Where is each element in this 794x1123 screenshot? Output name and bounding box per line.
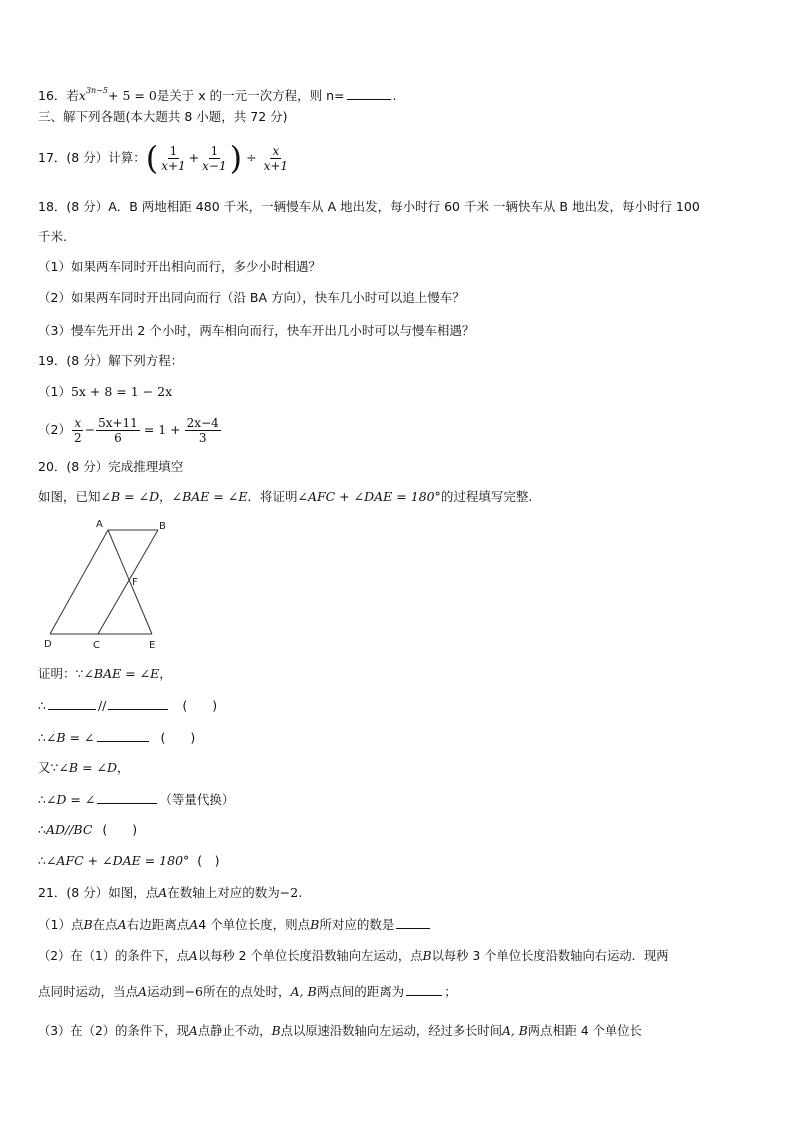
q20-step-7: ∴∠AFC + ∠DAE = 180° ( ) (38, 853, 220, 868)
q19-equation-1: 5x + 8 = 1 − 2x (70, 384, 173, 399)
q20-geometry-figure (40, 515, 170, 655)
question-18-line-1: 18．(8 分）A．B 两地相距 480 千米，一辆慢车从 A 地出发，每小时行 60 千米 一辆快车从 B 地出发，每小时行 100 (38, 199, 700, 214)
question-17 (38, 136, 291, 180)
q19-fraction-3: $\frac{2x-4}{3}$ (186, 415, 219, 445)
q17-divide: ÷ (246, 150, 257, 165)
question-19-part-1: （1）5x + 8 = 1 − 2x (38, 384, 173, 399)
question-21-part-3: （3）在（2）的条件下，现A点静止不动，B点以原速沿数轴向左运动，经过多长时间A, B两点相距 4 个单位长 (38, 1024, 642, 1038)
q20-step-3-reason: ( ) (160, 730, 196, 745)
question-18-part-1: （1）如果两车同时开出相向而行，多少小时相遇？ (38, 259, 321, 274)
q20-step-2-blank-2[interactable] (108, 696, 168, 710)
question-20-intro: 如图，已知∠B = ∠D，∠BAE = ∠E．将证明∠AFC + ∠DAE = 180°的过程填写完整. (38, 489, 533, 504)
q20-step-6: ∴AD//BC ( ) (38, 822, 138, 837)
q20-step-4: 又∵∠B = ∠D， (38, 760, 130, 775)
q17-prefix: 17．(8 分）计算： (38, 150, 146, 165)
segment-BC (98, 530, 158, 634)
label-A: A (96, 519, 103, 530)
q16-answer-blank[interactable] (347, 86, 391, 100)
question-16 (38, 82, 397, 105)
question-18-part-3: （3）慢车先开出 2 个小时，两车相向而行，快车开出几小时可以与慢车相遇？ (38, 323, 475, 338)
question-21-part-2-line-1: （2）在（1）的条件下，点A以每秒 2 个单位长度沿数轴向左运动，点B以每秒 3 个单位长度沿数轴向右运动．现两 (38, 949, 669, 963)
q16-prefix: 16．若 (38, 88, 79, 103)
q20-step-1: 证明：∵∠BAE = ∠E， (38, 666, 172, 681)
question-21-part-2-line-2: 点同时运动，当点A运动到−6所在的点处时，A, B两点间的距离为 ； (38, 984, 457, 999)
q17-fraction-1: $\frac{1}{x+1}$ (161, 143, 186, 173)
q16-end: . (392, 88, 397, 103)
q17-left-paren: ( (145, 139, 159, 177)
label-C: C (93, 640, 100, 651)
q16-x: x (78, 88, 86, 103)
segment-AE (108, 530, 152, 634)
question-20-title: 20．(8 分）完成推理填空 (38, 459, 184, 474)
q20-step-2-blank-1[interactable] (48, 696, 96, 710)
q20-step-2: ∴ // ( ) (38, 698, 218, 713)
question-19-part-2: （2） $\frac{x}{2}$ − $\frac{5x+11}{6}$ = 1 + $\frac{2x-4}{3}$ (38, 415, 219, 445)
q19-fraction-2: $\frac{5x+11}{6}$ (98, 415, 138, 445)
question-21-title: 21．(8 分）如图，点A在数轴上对应的数为−2. (38, 885, 303, 900)
q21-part-1-blank[interactable] (396, 915, 430, 929)
q16-text: 是关于 x 的一元一次方程，则 n= (156, 88, 345, 103)
question-18-line-2: 千米. (38, 229, 67, 244)
q20-step-7-reason: ( ) (197, 853, 220, 868)
q17-fraction-2: $\frac{1}{x-1}$ (202, 143, 227, 173)
question-18-part-2: （2）如果两车同时开出同向而行（沿 BA 方向），快车几小时可以追上慢车？ (38, 290, 465, 305)
label-D: D (44, 639, 52, 650)
label-B: B (159, 521, 166, 532)
q20-step-5-blank[interactable] (97, 790, 157, 804)
q20-step-3: ∴∠B = ∠ ( ) (38, 730, 196, 745)
q19-fraction-1: $\frac{x}{2}$ (73, 415, 82, 445)
q20-step-5-reason: （等量代换） (159, 792, 235, 807)
q20-step-6-reason: ( ) (102, 822, 138, 837)
q17-plus: + (188, 150, 200, 165)
q17-fraction-3: $\frac{x}{x+1}$ (263, 143, 289, 173)
q20-step-5: ∴∠D = ∠ （等量代换） (38, 792, 235, 807)
question-19-title: 19．(8 分）解下列方程： (38, 353, 184, 368)
q16-exponent: 3n−5 (85, 86, 109, 95)
section-3-heading: 三、解下列各题(本大题共 8 小题，共 72 分) (38, 109, 288, 124)
q20-step-2-reason: ( ) (182, 698, 218, 713)
question-21-part-1: （1）点B在点A右边距离点A4 个单位长度，则点B所对应的数是 (38, 915, 432, 934)
q17-right-paren: ) (229, 139, 243, 177)
segment-AD (50, 530, 108, 634)
q21-part-2-blank[interactable] (406, 982, 442, 996)
label-E: E (149, 640, 156, 651)
label-F: F (132, 577, 138, 588)
q20-step-3-blank[interactable] (97, 728, 149, 742)
q16-equation-rest: + 5 = 0 (108, 88, 157, 103)
